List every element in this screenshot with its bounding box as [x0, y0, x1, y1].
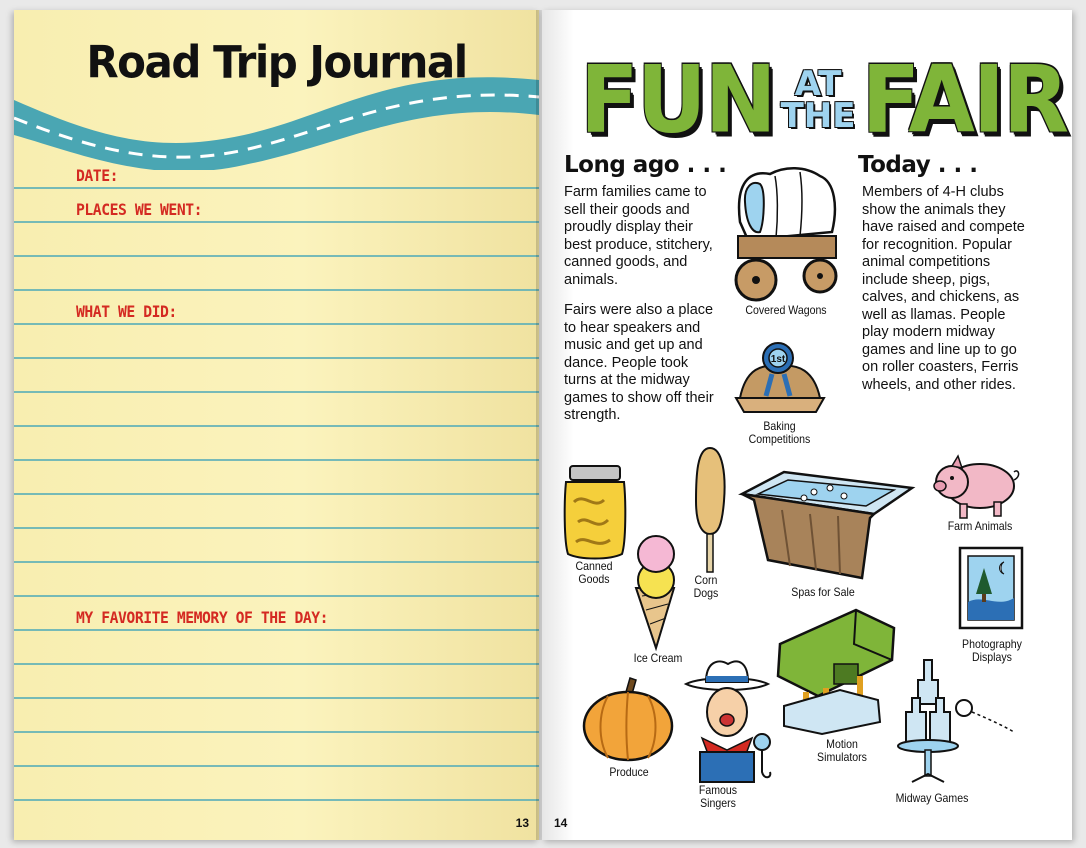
bottle-toss-game-icon: [896, 650, 1016, 790]
ice-cream-caption: Ice Cream: [633, 651, 683, 665]
covered-wagon-icon: [730, 162, 840, 312]
rule-line: [14, 289, 539, 291]
page-number: 14: [554, 816, 568, 830]
long-ago-paragraph-1: Farm families came to sell their goods and proudly display their best produce, stitchery, canned goods, and animals.: [564, 184, 713, 288]
covered-wagons-caption: Covered Wagons: [745, 303, 827, 317]
rule-line: [14, 323, 539, 325]
journal-page: [14, 10, 539, 840]
rule-line: [14, 799, 539, 801]
rule-line: [14, 221, 539, 223]
rule-line: [14, 697, 539, 699]
page-number: 13: [515, 816, 529, 830]
today-paragraph: Members of 4-H clubs show the animals they have raised and compete for recognition. Popular animal competitions include sheep, pigs, calves, and chickens, as well as llamas. People play modern midway games and line up to go on roller coasters, Ferris wheels, and other rides.: [862, 184, 1025, 393]
rule-line: [14, 527, 539, 529]
farm-animals-caption: Farm Animals: [947, 519, 1013, 533]
motion-simulator-icon: [770, 604, 900, 734]
canned-goods-jar-icon: [560, 462, 630, 562]
rule-line: [14, 255, 539, 257]
fair-page: [542, 10, 1072, 840]
places-prompt: PLACES WE WENT:: [76, 200, 203, 219]
midway-games-caption: Midway Games: [895, 791, 969, 805]
ice-cream-cone-icon: [622, 530, 692, 650]
spas-caption: Spas for Sale: [791, 585, 855, 599]
pumpkin-icon: [578, 674, 678, 764]
famous-singers-caption: Famous Singers: [698, 783, 738, 810]
canned-goods-caption: Canned Goods: [575, 559, 613, 586]
hot-tub-spa-icon: [734, 466, 914, 586]
rule-line: [14, 357, 539, 359]
cowboy-singer-icon: [682, 654, 772, 784]
fair-title: [580, 40, 1067, 160]
title-word-fun: FUN: [580, 45, 775, 154]
date-prompt: DATE:: [76, 166, 119, 185]
rule-line: [14, 629, 539, 631]
journal-title: Road Trip Journal: [86, 36, 467, 89]
pig-icon: [930, 450, 1025, 525]
photograph-frame-icon: [954, 542, 1030, 632]
title-word-at: AT: [794, 63, 842, 104]
produce-caption: Produce: [609, 765, 649, 779]
today-heading: Today . . .: [858, 152, 978, 178]
rule-line: [14, 561, 539, 563]
title-word-the: THE: [780, 96, 856, 136]
what-we-did-prompt: WHAT WE DID:: [76, 302, 177, 321]
rule-line: [14, 391, 539, 393]
photography-caption: Photography Displays: [962, 637, 1022, 664]
rule-line: [14, 459, 539, 461]
svg-text:1st: 1st: [770, 354, 786, 365]
long-ago-heading: Long ago . . .: [564, 152, 727, 178]
rule-line: [14, 765, 539, 767]
rule-line: [14, 187, 539, 189]
rule-line: [14, 493, 539, 495]
rule-line: [14, 663, 539, 665]
motion-simulators-caption: Motion Simulators: [817, 737, 867, 764]
long-ago-paragraph-2: Fairs were also a place to hear speakers and music and get up and dance. People took turns at the midway games to show off their strength.: [564, 302, 714, 423]
title-at-the: [780, 63, 856, 136]
rule-line: [14, 425, 539, 427]
favorite-memory-prompt: MY FAVORITE MEMORY OF THE DAY:: [76, 608, 329, 627]
title-word-fair: FAIR: [861, 45, 1068, 154]
pie-with-ribbon-icon: [732, 336, 827, 421]
corn-dog-icon: [690, 446, 730, 576]
corn-dogs-caption: Corn Dogs: [693, 573, 719, 600]
baking-caption: Baking Competitions: [748, 419, 811, 446]
rule-line: [14, 595, 539, 597]
rule-line: [14, 731, 539, 733]
